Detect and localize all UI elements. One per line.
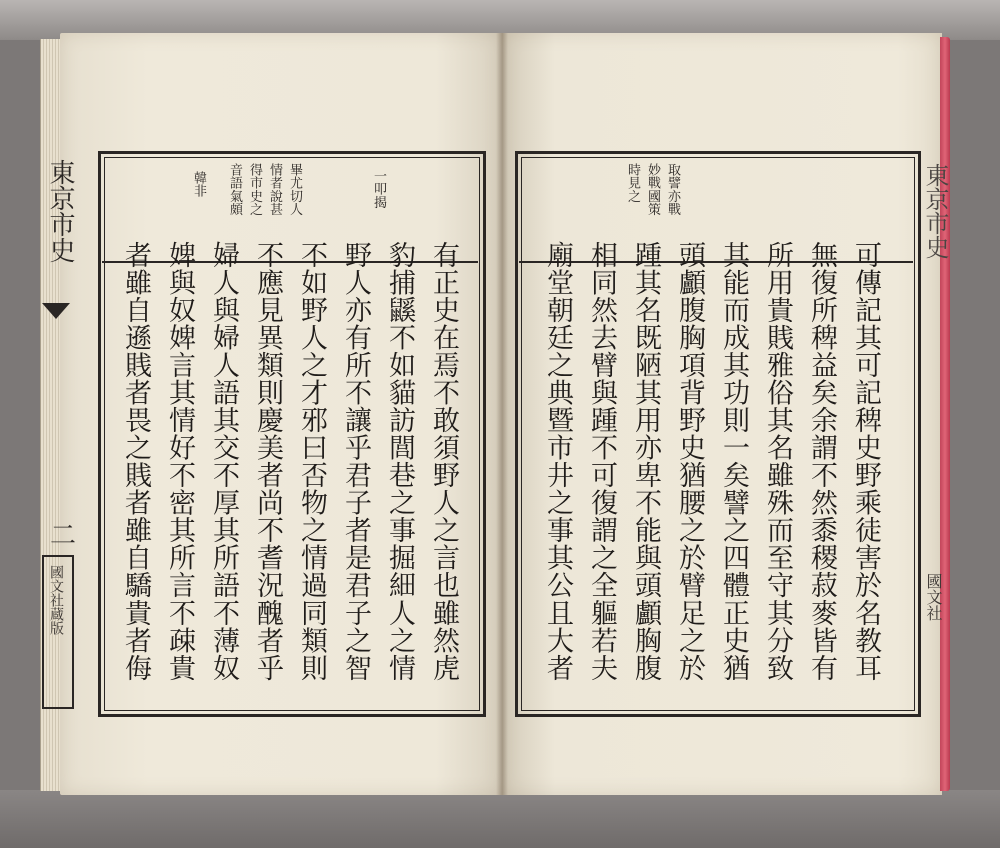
publisher-char: 國 (48, 565, 64, 579)
fishtail-mark (42, 303, 70, 319)
page-number: 二 (50, 521, 77, 551)
publisher-char: 社 (924, 605, 943, 621)
open-book (40, 33, 952, 801)
running-title: 東京市史 (45, 159, 75, 263)
publisher-char: 文 (924, 589, 943, 605)
headnote-column: 韓非 (191, 171, 206, 198)
headnote-column: 時見之 (625, 163, 640, 203)
headnote-column: 得市史之 (247, 163, 262, 217)
headnote-column: 情者說甚 (267, 163, 282, 217)
text-column: 無復所稗益矣余謂不然黍稷菽麥皆有 (806, 241, 837, 682)
publisher-char: 社 (48, 593, 64, 607)
publisher-imprint (49, 565, 63, 635)
running-title-right-edge: 東京市史 (921, 163, 949, 259)
text-column: 頭顱腹胸項背野史猶腰之於臂足之於 (674, 241, 705, 682)
text-column: 野人亦有所不讓乎君子者是君子之智 (340, 241, 371, 682)
headnote-column: 畢尤切人 (287, 163, 302, 217)
text-column: 其能而成其功則一矣譬之四體正史猶 (718, 241, 749, 682)
publisher-char: 國 (924, 573, 943, 589)
book-spine-shadow (496, 33, 508, 795)
red-cover-edge (940, 37, 950, 791)
headnote-column: 妙戰國策 (645, 163, 660, 217)
headnote-label: 一叩揭 (371, 169, 386, 209)
text-column: 踵其名既陋其用亦卑不能與頭顱胸腹 (630, 241, 661, 682)
headnote-column: 音語氣頗 (227, 163, 242, 217)
text-column: 不如野人之才邪曰否物之情過同類則 (296, 241, 327, 682)
text-column: 豹捕鼷不如貓訪閭巷之事掘細人之情 (384, 241, 415, 682)
text-column: 廟堂朝廷之典暨市井之事其公且大者 (542, 241, 573, 682)
text-column: 所用貴賎雅俗其名雖殊而至守其分致 (762, 241, 793, 682)
text-column: 婢與奴婢言其情好不密其所言不疎貴 (164, 241, 195, 682)
left-headnote-rule (102, 261, 478, 263)
text-column: 不應見異類則慶美者尚不耆況醜者乎 (252, 241, 283, 682)
publisher-char: 版 (48, 621, 64, 635)
publisher-char: 文 (48, 579, 64, 593)
publisher-imprint-right-edge (923, 573, 943, 621)
headnote-column: 取譬亦戰 (665, 163, 680, 217)
text-column: 有正史在焉不敢須野人之言也雖然虎 (428, 241, 459, 682)
text-column: 可傳記其可記稗史野乘徒害於名教耳 (850, 241, 881, 682)
publisher-char: 蔵 (48, 607, 64, 621)
text-column: 婦人與婦人語其交不厚其所語不薄奴 (208, 241, 239, 682)
text-column: 者雖自遜賎者畏之賎者雖自驕貴者侮 (120, 241, 151, 682)
text-column: 相同然去臂與踵不可復謂之全軀若夫 (586, 241, 617, 682)
